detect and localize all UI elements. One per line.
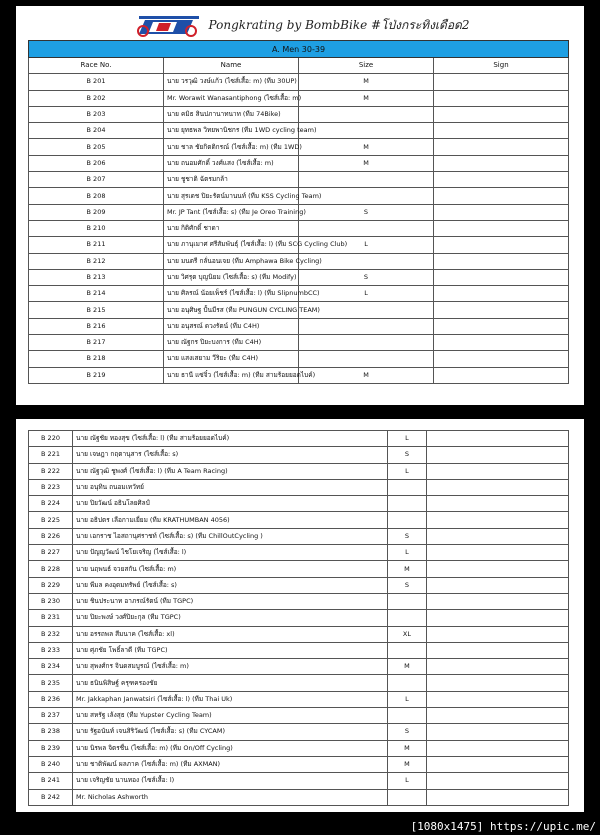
start-list-table-2	[28, 430, 569, 806]
race-no-cell: B 211	[29, 237, 164, 253]
sign-cell	[427, 512, 569, 528]
race-no-cell: B 209	[29, 204, 164, 220]
size-cell: L	[387, 431, 427, 447]
start-list-page-2	[16, 419, 584, 812]
sign-cell	[427, 724, 569, 740]
race-no-cell: B 214	[29, 286, 164, 302]
size-cell: S	[299, 269, 434, 285]
race-no-cell: B 203	[29, 106, 164, 122]
name-cell: Mr. Jakkaphan Janwatsiri (ไซส์เสื้อ: l) (ทีม Thai Uk)	[73, 691, 388, 707]
table-row	[29, 90, 569, 106]
table-row	[29, 496, 569, 512]
race-no-cell: B 223	[29, 479, 73, 495]
size-cell	[299, 172, 434, 188]
sign-cell	[427, 610, 569, 626]
name-cell: Mr. Worawit Wanasantiphong (ไซส์เสื้อ: m)	[164, 90, 299, 106]
start-list-page-1	[16, 6, 584, 405]
size-cell: M	[299, 367, 434, 383]
table-row	[29, 253, 569, 269]
name-cell: นาย รัฐอนันท์ เจนสิริวัฒน์ (ไซส์เสื้อ: s) (ทีม CYCAM)	[73, 724, 388, 740]
name-cell: นาย ศุภชัย โพธิ์ลาดี (ทีม TGPC)	[73, 642, 388, 658]
sign-cell	[434, 286, 569, 302]
table-row	[29, 463, 569, 479]
race-no-cell: B 233	[29, 642, 73, 658]
sign-cell	[427, 431, 569, 447]
name-cell: นาย สุรเดช ปิยะรัตน์มานนท์ (ทีม KSS Cycling Team)	[164, 188, 299, 204]
size-cell	[299, 106, 434, 122]
race-no-cell: B 225	[29, 512, 73, 528]
name-cell: นาย ชาติพัฒน์ ผลภาค (ไซส์เสื้อ: m) (ทีม AXMAN)	[73, 756, 388, 772]
table-row	[29, 708, 569, 724]
size-cell: L	[299, 237, 434, 253]
sign-cell	[427, 708, 569, 724]
table-row	[29, 528, 569, 544]
race-no-cell: B 219	[29, 367, 164, 383]
name-cell: นาย ชาล ชัยกิตติกรณ์ (ไซส์เสื้อ: m) (ทีม 1WD)	[164, 139, 299, 155]
race-no-cell: B 238	[29, 724, 73, 740]
race-no-cell: B 216	[29, 318, 164, 334]
table-header-row	[29, 58, 569, 74]
size-cell: M	[387, 756, 427, 772]
name-cell: นาย ชินประนาท อาภรณ์รัตน์ (ทีม TGPC)	[73, 593, 388, 609]
race-no-cell: B 207	[29, 172, 164, 188]
table-row	[29, 659, 569, 675]
sign-cell	[434, 106, 569, 122]
name-cell: นาย ปัญญวัฒน์ ไชโยเจริญ (ไซส์เสื้อ: l)	[73, 545, 388, 561]
sign-cell	[434, 90, 569, 106]
table-row	[29, 237, 569, 253]
sign-cell	[434, 172, 569, 188]
name-cell: นาย อนุสรณ์ ดวงรัตน์ (ทีม C4H)	[164, 318, 299, 334]
table-row	[29, 756, 569, 772]
name-cell: นาย ธานี แซ่จิ๋ว (ไซส์เสื้อ: m) (ทีม สามร้อยยอดไบค์)	[164, 367, 299, 383]
race-no-cell: B 227	[29, 545, 73, 561]
sign-cell	[427, 691, 569, 707]
name-cell: Mr. Nicholas Ashworth	[73, 789, 388, 805]
size-cell: L	[387, 463, 427, 479]
race-no-cell: B 242	[29, 789, 73, 805]
table-row	[29, 789, 569, 805]
table-row	[29, 740, 569, 756]
sign-cell	[434, 302, 569, 318]
race-no-cell: B 228	[29, 561, 73, 577]
table-row	[29, 610, 569, 626]
sign-cell	[434, 204, 569, 220]
race-no-cell: B 221	[29, 447, 73, 463]
size-cell	[387, 593, 427, 609]
race-no-cell: B 236	[29, 691, 73, 707]
name-cell: นาย ณัฐวุฒิ ชูพงศ์ (ไซส์เสื้อ: l) (ทีม A Team Racing)	[73, 463, 388, 479]
race-no-cell: B 217	[29, 335, 164, 351]
name-cell: นาย อนุทิน ถนอมเทวัทย์	[73, 479, 388, 495]
col-size: Size	[299, 58, 434, 74]
name-cell: นาย ปิยะพงษ์ วงศ์ปิยะกุล (ทีม TGPC)	[73, 610, 388, 626]
sign-cell	[434, 318, 569, 334]
sign-cell	[427, 479, 569, 495]
size-cell: S	[387, 577, 427, 593]
name-cell: นาย อธิปตร เลือกามเยี่ยม (ทีม KRATHUMBAN 4056)	[73, 512, 388, 528]
table-row	[29, 724, 569, 740]
sign-cell	[427, 789, 569, 805]
name-cell: นาย ภานุเมาศ ศรีสัมพันธ์ุ (ไซส์เสื้อ: l) (ทีม SCG Cycling Club)	[164, 237, 299, 253]
table-row	[29, 367, 569, 383]
sign-cell	[427, 593, 569, 609]
name-cell: นาย นฤพนธ์ จวยสกัน (ไซส์เสื้อ: m)	[73, 561, 388, 577]
sign-cell	[434, 188, 569, 204]
race-no-cell: B 222	[29, 463, 73, 479]
size-cell	[387, 642, 427, 658]
name-cell: นาย ปิยวัฒน์ อธินโลยศิลป์	[73, 496, 388, 512]
table-row	[29, 351, 569, 367]
size-cell: M	[299, 90, 434, 106]
table-row	[29, 172, 569, 188]
race-no-cell: B 210	[29, 220, 164, 236]
name-cell: นาย ธนินพิสิษฐ์ ครุฑครองชัย	[73, 675, 388, 691]
sign-cell	[427, 740, 569, 756]
sign-cell	[427, 463, 569, 479]
col-name: Name	[164, 58, 299, 74]
sign-cell	[427, 756, 569, 772]
table-row	[29, 335, 569, 351]
race-no-cell: B 204	[29, 123, 164, 139]
sign-cell	[434, 367, 569, 383]
table-row	[29, 123, 569, 139]
table-row	[29, 691, 569, 707]
size-cell	[299, 220, 434, 236]
size-cell	[387, 789, 427, 805]
name-cell: นาย ณัฐกร ปิยะบงการ (ทีม C4H)	[164, 335, 299, 351]
sign-cell	[434, 335, 569, 351]
table-row	[29, 106, 569, 122]
name-cell: นาย วิศรุต บุญนิยม (ไซส์เสื้อ: s) (ทีม Modify)	[164, 269, 299, 285]
sign-cell	[434, 351, 569, 367]
size-cell	[387, 479, 427, 495]
sign-cell	[427, 561, 569, 577]
race-no-cell: B 202	[29, 90, 164, 106]
table-row	[29, 512, 569, 528]
table-row	[29, 675, 569, 691]
size-cell: L	[387, 545, 427, 561]
name-cell: นาย อรรถพล สีมนาค (ไซส์เสื้อ: xl)	[73, 626, 388, 642]
sign-cell	[434, 269, 569, 285]
race-no-cell: B 206	[29, 155, 164, 171]
name-cell: นาย ถนอมศักดิ์ วงศ์แสง (ไซส์เสื้อ: m)	[164, 155, 299, 171]
watermark: [1080x1475] https://upic.me/	[410, 820, 596, 833]
sign-cell	[427, 773, 569, 789]
sign-cell	[434, 139, 569, 155]
name-cell: นาย กิติศักดิ์ ชาดา	[164, 220, 299, 236]
category-title: A. Men 30-39	[29, 41, 569, 58]
size-cell: M	[387, 561, 427, 577]
race-no-cell: B 212	[29, 253, 164, 269]
race-no-cell: B 213	[29, 269, 164, 285]
name-cell: นาย มนตรี กลั่นอนเจย (ทีม Amphawa Bike Cycling)	[164, 253, 299, 269]
size-cell	[299, 351, 434, 367]
size-cell: S	[387, 724, 427, 740]
size-cell: L	[387, 773, 427, 789]
sign-cell	[427, 577, 569, 593]
race-no-cell: B 235	[29, 675, 73, 691]
race-no-cell: B 237	[29, 708, 73, 724]
sign-cell	[434, 155, 569, 171]
table-row	[29, 204, 569, 220]
table-row	[29, 74, 569, 90]
race-no-cell: B 232	[29, 626, 73, 642]
table-row	[29, 545, 569, 561]
name-cell: นาย พีมล คงอุดมทรัพย์ (ไซส์เสื้อ: s)	[73, 577, 388, 593]
race-no-cell: B 218	[29, 351, 164, 367]
table-row	[29, 642, 569, 658]
size-cell: M	[299, 139, 434, 155]
size-cell	[387, 496, 427, 512]
table-row	[29, 318, 569, 334]
table-row	[29, 773, 569, 789]
sign-cell	[434, 237, 569, 253]
sign-cell	[434, 74, 569, 90]
name-cell: นาย อนุศิษฐ ปั้นมีรส (ทีม PUNGUN CYCLING TEAM)	[164, 302, 299, 318]
name-cell: นาย ณัฐชัย ทองสุข (ไซส์เสื้อ: l) (ทีม สามร้อยยอดไบค์)	[73, 431, 388, 447]
col-race-no: Race No.	[29, 58, 164, 74]
name-cell: นาย ชูชาติ ฉัตรมกล้า	[164, 172, 299, 188]
sign-cell	[427, 447, 569, 463]
event-title: Pongkrating by BombBike #โป่งกระทิงเดือด2	[208, 17, 470, 32]
table-row	[29, 447, 569, 463]
table-row	[29, 286, 569, 302]
table-row	[29, 188, 569, 204]
table-row	[29, 269, 569, 285]
race-no-cell: B 205	[29, 139, 164, 155]
name-cell: นาย วรวุฒิ วงษ์แก้ว (ไซส์เสื้อ: m) (ทีม 30UP)	[164, 74, 299, 90]
event-logo-icon	[131, 12, 203, 38]
sign-cell	[434, 220, 569, 236]
table-row	[29, 593, 569, 609]
sign-cell	[427, 675, 569, 691]
race-no-cell: B 240	[29, 756, 73, 772]
sign-cell	[434, 123, 569, 139]
table-row	[29, 626, 569, 642]
table-row	[29, 139, 569, 155]
size-cell: S	[387, 528, 427, 544]
size-cell	[299, 123, 434, 139]
race-no-cell: B 224	[29, 496, 73, 512]
sign-cell	[427, 545, 569, 561]
name-cell: นาย เจริญชัย นานทอง (ไซส์เสื้อ: l)	[73, 773, 388, 789]
name-cell: นาย สหรัฐ เล้งสุธ (ทีม Yupster Cycling Team)	[73, 708, 388, 724]
start-list-table-1	[28, 40, 569, 384]
size-cell: M	[299, 155, 434, 171]
name-cell: นาย นิรพล จิตรชื่น (ไซส์เสื้อ: m) (ทีม On/Off Cycling)	[73, 740, 388, 756]
name-cell: นาย ยุทธพล วิทยพานิชกร (ทีม 1WD cycling team)	[164, 123, 299, 139]
size-cell	[299, 335, 434, 351]
race-no-cell: B 208	[29, 188, 164, 204]
event-header	[16, 10, 584, 40]
race-no-cell: B 239	[29, 740, 73, 756]
race-no-cell: B 229	[29, 577, 73, 593]
col-sign: Sign	[434, 58, 569, 74]
race-no-cell: B 231	[29, 610, 73, 626]
name-cell: Mr. JP Tant (ไซส์เสื้อ: s) (ทีม Je Oreo Training)	[164, 204, 299, 220]
table-row	[29, 561, 569, 577]
size-cell	[387, 675, 427, 691]
sign-cell	[427, 659, 569, 675]
size-cell: L	[387, 691, 427, 707]
race-no-cell: B 215	[29, 302, 164, 318]
sign-cell	[427, 496, 569, 512]
name-cell: นาย เอกราช ไอสถานุศราชท์ (ไซส์เสื้อ: s) (ทีม ChillOutCycling )	[73, 528, 388, 544]
race-no-cell: B 241	[29, 773, 73, 789]
race-no-cell: B 230	[29, 593, 73, 609]
sign-cell	[434, 253, 569, 269]
table-row	[29, 431, 569, 447]
race-no-cell: B 220	[29, 431, 73, 447]
name-cell: นาย ศิลรณ์ น้อยเพ็ชร์ (ไซส์เสื้อ: l) (ทีม SlipnumbCC)	[164, 286, 299, 302]
name-cell: นาย คมิธ สินปภานาทนาท (ทีม 74Bike)	[164, 106, 299, 122]
table-row	[29, 155, 569, 171]
size-cell: S	[387, 447, 427, 463]
name-cell: นาย สุพงศ์กร จินดสมบูรณ์ (ไซส์เสื้อ: m)	[73, 659, 388, 675]
name-cell: นาย เจษฎา กฤตานุสาร (ไซส์เสื้อ: s)	[73, 447, 388, 463]
size-cell	[299, 318, 434, 334]
race-no-cell: B 226	[29, 528, 73, 544]
size-cell: XL	[387, 626, 427, 642]
size-cell: S	[299, 204, 434, 220]
name-cell: นาย แสงเสยาม วีริยะ (ทีม C4H)	[164, 351, 299, 367]
size-cell: M	[387, 740, 427, 756]
sign-cell	[427, 626, 569, 642]
table-row	[29, 220, 569, 236]
size-cell: L	[299, 286, 434, 302]
table-row	[29, 577, 569, 593]
size-cell: M	[387, 659, 427, 675]
size-cell	[387, 708, 427, 724]
race-no-cell: B 234	[29, 659, 73, 675]
table-row	[29, 302, 569, 318]
race-no-cell: B 201	[29, 74, 164, 90]
size-cell	[387, 610, 427, 626]
size-cell: M	[299, 74, 434, 90]
sign-cell	[427, 528, 569, 544]
table-row	[29, 479, 569, 495]
size-cell	[387, 512, 427, 528]
sign-cell	[427, 642, 569, 658]
